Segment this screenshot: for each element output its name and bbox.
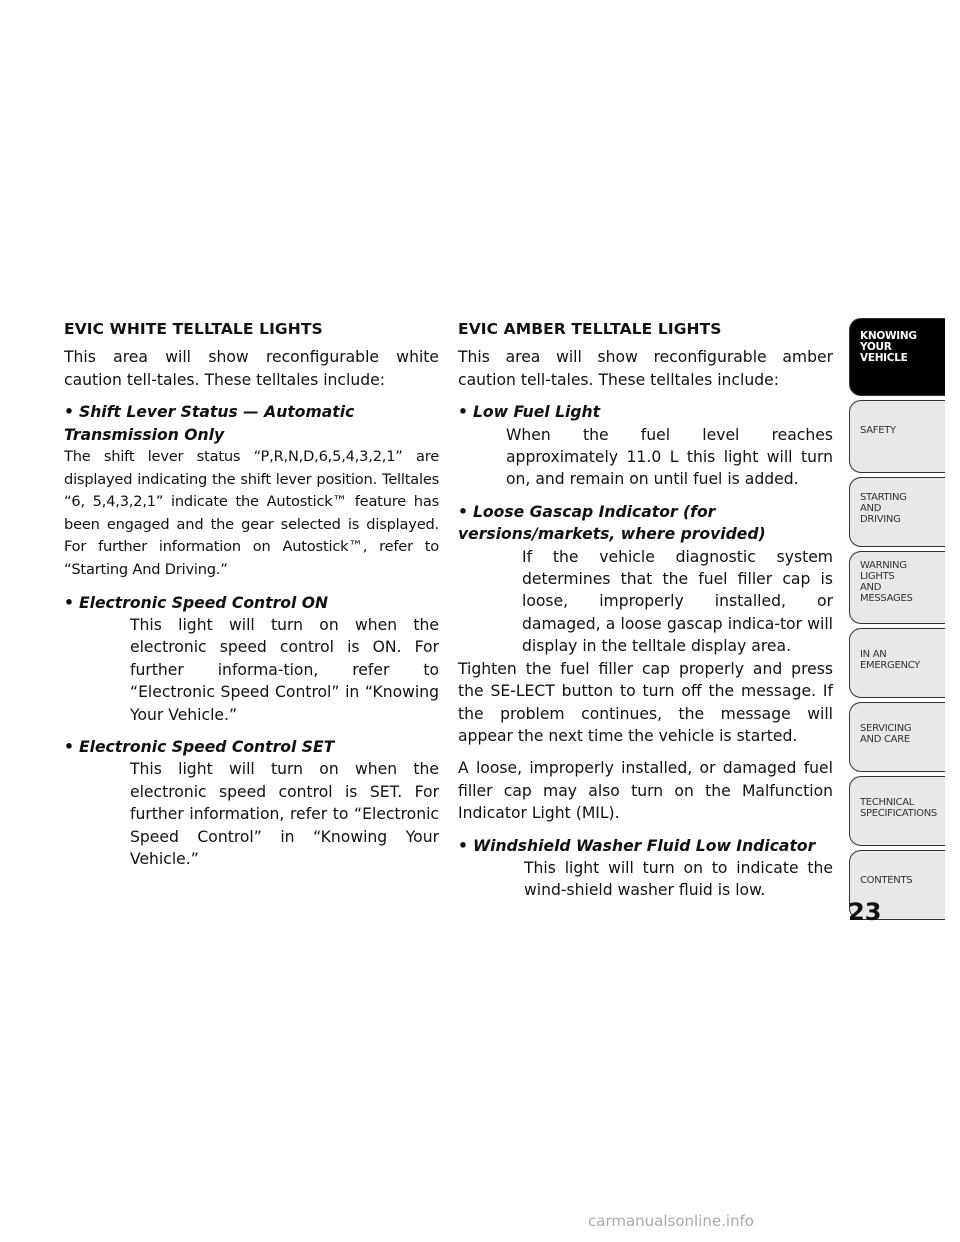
tab-contents[interactable]: CONTENTS: [849, 850, 945, 920]
bullet-icon: •: [458, 502, 468, 521]
tab-warning-lights[interactable]: WARNING LIGHTS AND MESSAGES: [849, 551, 945, 624]
right-column: [458, 318, 833, 912]
white-telltale-intro: This area will show reconfigurable white caution tell-tales. These telltales include:: [64, 348, 439, 389]
bullet-icon: •: [458, 403, 468, 422]
page-number: 23: [848, 898, 882, 926]
tab-starting-and-driving[interactable]: STARTING AND DRIVING: [849, 477, 945, 547]
section-tabs: [849, 318, 945, 920]
washer-fluid-body: This light will turn on to indicate the wind-shield washer fluid is low.: [524, 858, 833, 900]
shift-lever-title: • Shift Lever Status — Automatic Transmission Only: [64, 403, 355, 444]
tab-servicing-and-care[interactable]: SERVICING AND CARE: [849, 702, 945, 772]
bullet-icon: •: [64, 593, 74, 612]
speed-control-on-title: • Electronic Speed Control ON: [64, 593, 329, 612]
gascap-title: • Loose Gascap Indicator (for versions/markets, where provided): [458, 502, 766, 544]
tab-technical-specifications[interactable]: TECHNICAL SPECIFICATIONS: [849, 776, 945, 846]
amber-telltale-heading: EVIC AMBER TELLTALE LIGHTS: [458, 320, 722, 338]
bullet-icon: •: [64, 738, 74, 757]
tab-knowing-your-vehicle[interactable]: KNOWING YOUR VEHICLE: [849, 318, 945, 396]
gascap-body: If the vehicle diagnostic system determines that the fuel filler cap is loose, improperly installed, or damaged, a loose gascap indica-tor will display in the telltale display area.: [522, 547, 833, 656]
speed-control-set-body: This light will turn on when the electronic speed control is SET. For further information, refer to “Electronic Speed Control” in “Knowing Your Vehicle.”: [130, 760, 439, 869]
low-fuel-title: • Low Fuel Light: [458, 403, 601, 422]
watermark: carmanualsonline.info: [588, 1212, 754, 1230]
bullet-icon: •: [64, 403, 74, 422]
gascap-body-continued: Tighten the fuel filler cap properly and press the SE-LECT button to turn off the message. If the problem continues, the message will appear the next time the vehicle is started.: [458, 659, 833, 745]
tab-safety[interactable]: SAFETY: [849, 400, 945, 473]
bullet-icon: •: [458, 836, 468, 855]
washer-fluid-title: • Windshield Washer Fluid Low Indicator: [458, 836, 816, 855]
speed-control-on-body: This light will turn on when the electronic speed control is ON. For further informa-tion, refer to “Electronic Speed Control” in “Knowing Your Vehicle.”: [130, 616, 439, 724]
tab-in-an-emergency[interactable]: IN AN EMERGENCY: [849, 628, 945, 698]
white-telltale-heading: EVIC WHITE TELLTALE LIGHTS: [64, 320, 323, 338]
left-column: [64, 318, 439, 880]
speed-control-set-title: • Electronic Speed Control SET: [64, 738, 335, 757]
loose-cap-paragraph: A loose, improperly installed, or damaged fuel filler cap may also turn on the Malfunction Indicator Light (MIL).: [458, 759, 833, 823]
shift-lever-body: The shift lever status “P,R,N,D,6,5,4,3,2,1” are displayed indicating the shift lever position. Telltales “6, 5,4,3,2,1” indicate the Autostick™ feature has been engaged and the gear selected is displayed. For further information on Autostick™, refer to “Starting And Driving.”: [64, 448, 439, 578]
low-fuel-body: When the fuel level reaches approximately 11.0 L this light will turn on, and remain on until fuel is added.: [506, 425, 833, 489]
amber-telltale-intro: This area will show reconfigurable amber caution tell-tales. These telltales include:: [458, 348, 833, 389]
